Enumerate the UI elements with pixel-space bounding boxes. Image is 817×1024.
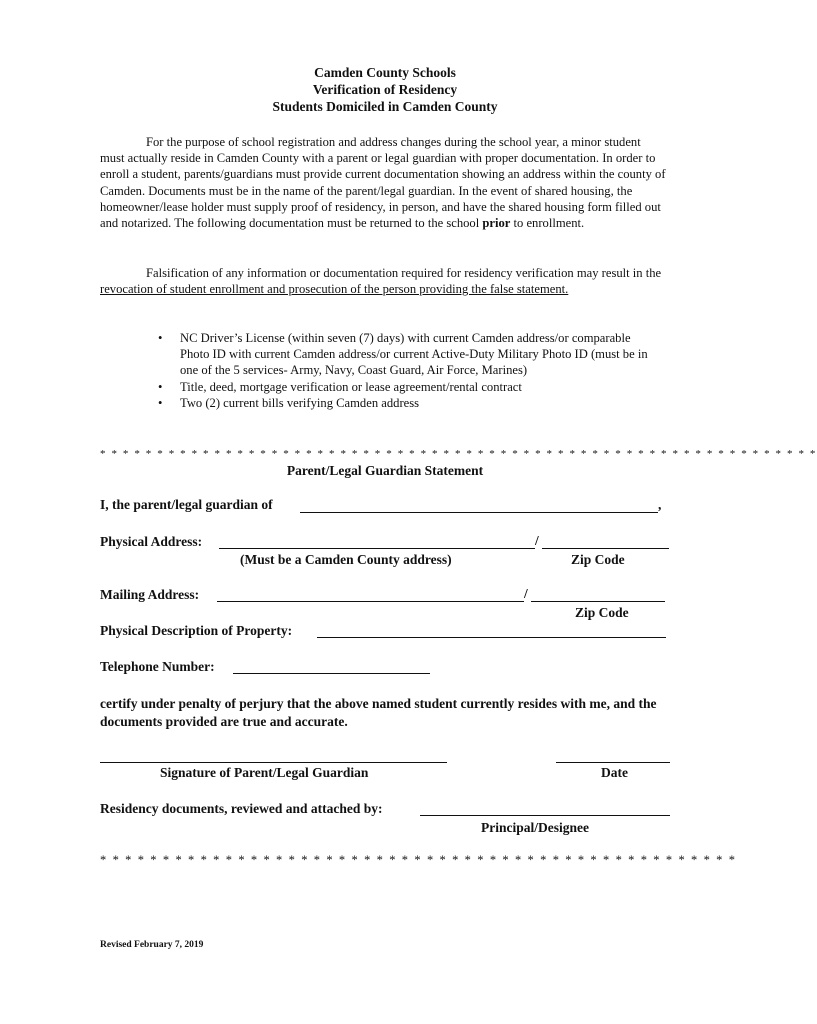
form-title: Verification of Residency xyxy=(312,82,458,97)
mailing-address-field[interactable] xyxy=(217,601,524,602)
physical-zip-field[interactable] xyxy=(542,548,669,549)
falsification-text: Falsification of any information or documentation required for residency verification may result in the xyxy=(146,266,662,280)
separator-bottom: * * * * * * * * * * * * * * * * * * * * * * * * * * * * * * * * * * * * * * * * * * * * * * * * * * * xyxy=(100,853,737,867)
mailing-zip-field[interactable] xyxy=(531,601,665,602)
separator-top: * * * * * * * * * * * * * * * * * * * * * * * * * * * * * * * * * * * * * * * * * * * * * * * * * * * * * * * * * * * * * * * xyxy=(100,448,817,460)
list-item: • Title, deed, mortgage verification or lease agreement/rental contract xyxy=(158,379,522,394)
date-field[interactable] xyxy=(556,762,670,763)
principal-caption: Principal/Designee xyxy=(481,820,589,835)
falsification-consequence: revocation of student enrollment and prosecution of the person providing the false statement. xyxy=(100,282,569,297)
intro-text-end: to enrollment. xyxy=(510,216,585,231)
telephone-field[interactable] xyxy=(233,673,430,674)
physical-address-label: Physical Address: xyxy=(100,534,203,549)
physical-address-field[interactable] xyxy=(219,548,535,549)
property-description-label: Physical Description of Property: xyxy=(100,623,293,638)
student-name-field[interactable] xyxy=(300,512,658,513)
date-caption: Date xyxy=(601,765,628,780)
guardian-label: I, the parent/legal guardian of xyxy=(100,497,273,512)
camden-address-note: (Must be a Camden County address) xyxy=(240,552,452,567)
property-description-field[interactable] xyxy=(317,637,666,638)
documentation-list xyxy=(158,330,658,411)
zip-code-caption: Zip Code xyxy=(575,605,629,620)
comma: , xyxy=(658,497,662,512)
reviewed-by-label: Residency documents, reviewed and attached by: xyxy=(100,801,383,816)
falsification-paragraph xyxy=(100,265,668,297)
school-name: Camden County Schools xyxy=(314,65,456,80)
form-subtitle: Students Domiciled in Camden County xyxy=(272,99,498,114)
revision-date: Revised February 7, 2019 xyxy=(100,940,204,950)
address-zip-separator: / xyxy=(535,533,539,548)
signature-caption: Signature of Parent/Legal Guardian xyxy=(160,765,369,780)
zip-code-caption: Zip Code xyxy=(571,552,625,567)
list-item: • Two (2) current bills verifying Camden address xyxy=(158,395,420,410)
bullet-icon: • xyxy=(158,379,163,394)
list-item: • NC Driver’s License (within seven (7) days) with current Camden address/or comparable Photo ID with current Camden address/or current Active-Duty Military Photo ID (must be in one of the 5 services- Army, Navy, Coast Guard, Air Force, Marines) xyxy=(158,331,648,378)
telephone-label: Telephone Number: xyxy=(100,659,215,674)
mailing-zip-separator: / xyxy=(524,586,528,601)
bullet-icon: • xyxy=(158,331,163,345)
intro-text: For the purpose of school registration and address changes during the school year, a minor student must actually reside in Camden County with a parent or legal guardian with proper documentation. In order to enroll a student, parents/guardians must provide current documentation showing an address within the county of Camden. Documents must be in the name of the parent/legal guardian. In the event of shared housing, the homeowner/lease holder must supply proof of residency, in person, and have the shared housing form filled out and notarized. The following documentation must be returned to the school xyxy=(100,135,666,231)
statement-heading: Parent/Legal Guardian Statement xyxy=(286,463,484,478)
certification-statement: certify under penalty of perjury that the above named student currently resides with me, and the documents provided are true and accurate. xyxy=(100,696,657,729)
reviewer-signature-field[interactable] xyxy=(420,815,670,816)
mailing-address-label: Mailing Address: xyxy=(100,587,200,602)
bullet-icon: • xyxy=(158,395,163,410)
prior-emphasis: prior xyxy=(482,216,511,231)
intro-paragraph xyxy=(100,134,668,231)
signature-field[interactable] xyxy=(100,762,447,763)
